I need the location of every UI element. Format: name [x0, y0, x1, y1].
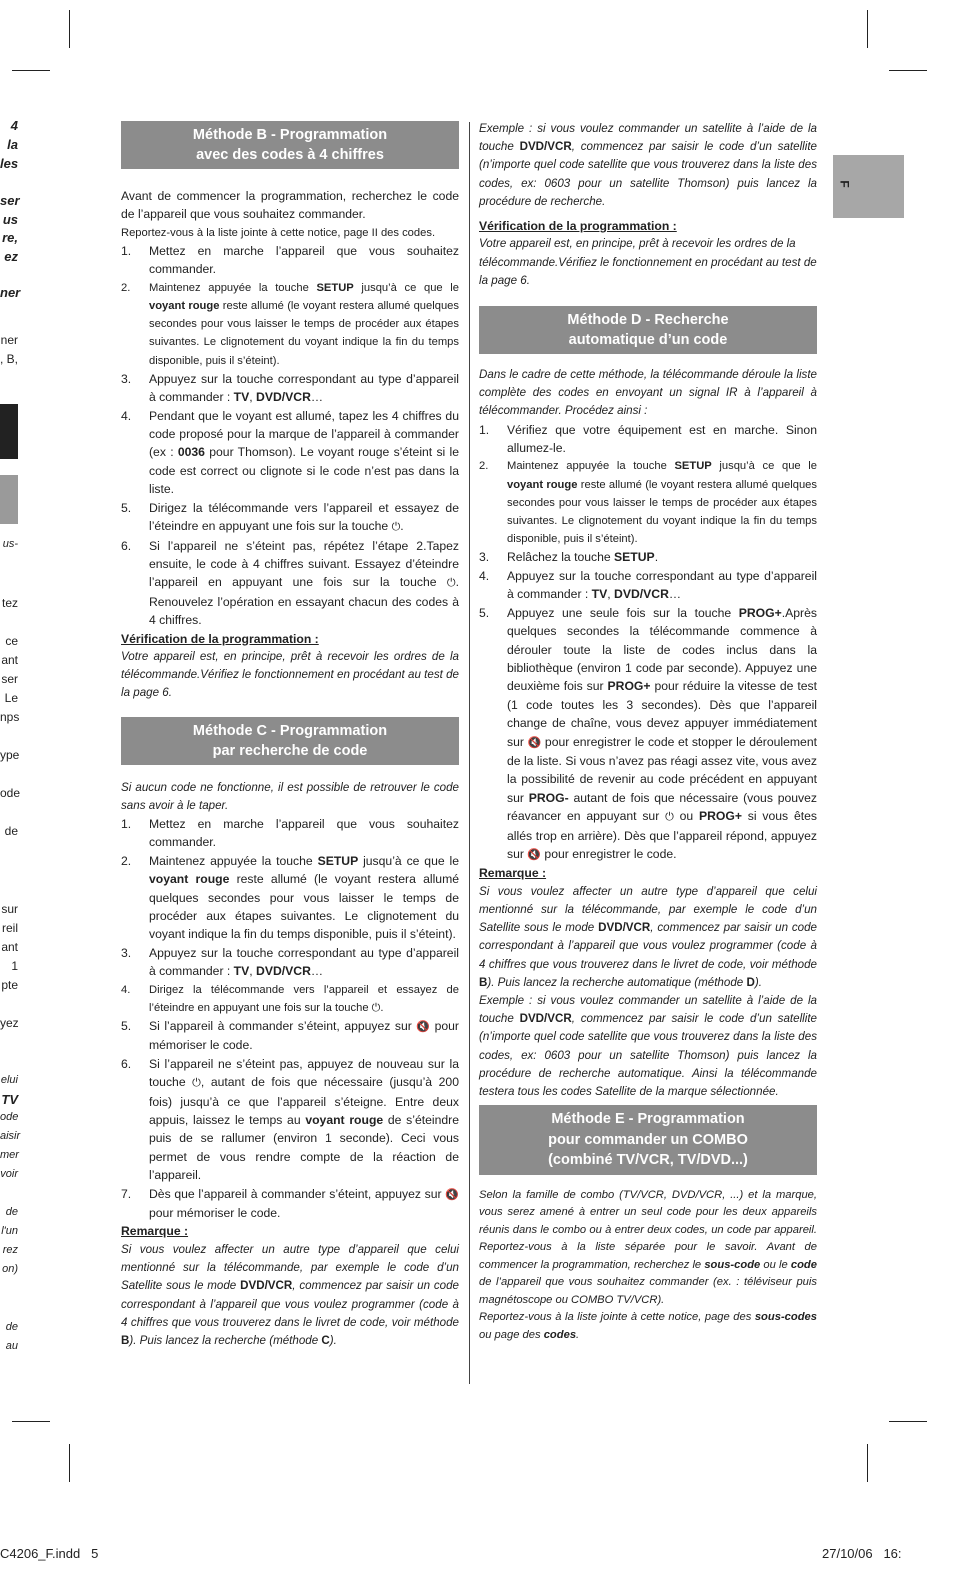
method-d-subtitle: automatique d’un code [568, 332, 728, 349]
left-page-fragment: aisir [0, 1130, 21, 1142]
example-text: Exemple : si vous voulez commander un satellite à l’aide de la touche DVD/VCR, commencez par saisir le code d’un satellite (n’importe quel code satellite que vous trouverez dans la liste des codes, ex: 0603 pour un satellite Thomson) puis lancez la procédure de recherche automatique. Ainsi la télécommande testera tous les codes Satellite de la marque sélectionnée. [479, 994, 817, 1099]
verification-text: Votre appareil est, en principe, prêt à recevoir les ordres de la télécommande.Vérifiez le fonctionnement en procédant au test de la page 6. [121, 649, 459, 700]
method-e-subtitle: pour commander un COMBO [548, 1131, 748, 1148]
left-page-fragment: de [4, 824, 18, 838]
method-b-subtitle: avec des codes à 4 chiffres [196, 147, 384, 163]
list-item: 1. Vérifiez que votre équipement est en marche. Sinon allumez-le. [479, 422, 817, 456]
remark-text: Si vous voulez affecter un autre type d’appareil que celui mentionné sur la télécommande, par exemple le code d’un Satellite sous le mode DVD/VCR, commencez par saisir un code correspondant à l’appareil que vous voulez programmer (code à 4 chiffres que vous trouverez dans le livret de code, voir méthode B). Puis lancez la recherche (méthode C). [121, 1242, 459, 1347]
power-icon: ⏻ [391, 520, 401, 534]
remark-title: Remarque : [479, 866, 547, 881]
crop-mark [889, 70, 927, 71]
crop-mark [889, 1421, 927, 1422]
verification-title: Vérification de la programmation : [121, 631, 319, 646]
method-d-header [479, 306, 817, 354]
column-left [121, 121, 459, 1350]
footer-filename: C4206_F.indd 5 [0, 1546, 99, 1561]
crop-mark [12, 1421, 50, 1422]
power-icon: ⏻ [446, 576, 456, 590]
list-item: 2. Maintenez appuyée la touche SETUP jusqu’à ce que le voyant rouge reste allumé (le voyant restera allumé quelques secondes pour vous laisser le temps de procéder aux étapes suivantes. Le clignotement du voyant indique la fin du temps disponible, puis il s’éteint). [121, 853, 459, 942]
left-page-fragment: les [0, 156, 19, 171]
left-page-fragment: Le [4, 691, 18, 705]
left-page-fragment: on) [2, 1263, 18, 1275]
left-page-fragment: , B, [0, 352, 19, 366]
crop-mark [867, 10, 868, 48]
mute-icon: 🔇 [416, 1020, 431, 1034]
left-page-fragment: pte [1, 978, 18, 992]
left-page-fragment: au [5, 1340, 18, 1352]
left-page-fragment: yez [0, 1016, 19, 1030]
method-b-intro: Avant de commencer la programmation, recherchez le code de l’appareil que vous souhaitez commander. [121, 189, 459, 222]
left-page-fragment: de [5, 1206, 18, 1218]
method-c-steps [121, 815, 459, 1223]
list-item: 6. Si l’appareil ne s’éteint pas, répétez l’étape 2.Tapez ensuite, le code à 4 chiffres suivant. Essayez d’éteindre l’appareil en appuyant une fois sur la touche ⏻. Renouvelez l’opération en essayant chacun des codes à 4 chiffres. [121, 538, 459, 628]
method-c-title: Méthode C - Programmation [192, 722, 388, 739]
method-e-subtitle-2: (combiné TV/VCR, TV/DVD...) [548, 1152, 748, 1169]
list-item: 5. Si l’appareil à commander s’éteint, appuyez sur 🔇 pour mémoriser le code. [121, 1019, 459, 1053]
method-b-intro2: Reportez-vous à la liste jointe à cette notice, page II des codes. [121, 226, 436, 239]
left-page-fragment: voir [0, 1168, 18, 1180]
left-page-fragment: la [7, 137, 18, 152]
method-e-text: Selon la famille de combo (TV/VCR, DVD/VCR, ...) et la marque, vous serez amené à entrer un seul code pour les deux appareils réunis dans le combo ou à entrer deux codes, un code par appareil. Reportez-vous à la liste séparée pour le savoir. Avant de commencer la programmation, recherchez le sous-code ou le code de l’appareil que vous souhaitez commander (ex. : téléviseur puis magnétoscope ou COMBO TV/VCR). [479, 1188, 817, 1306]
left-page-fragment: 1 [11, 959, 18, 973]
list-item: 5. Dirigez la télécommande vers l’appareil et essayez de l’éteindre en appuyant une fois sur la touche ⏻. [121, 499, 459, 537]
crop-mark [69, 10, 70, 48]
left-page-fragment: ner [0, 285, 21, 300]
method-d-title: Méthode D - Recherche [567, 312, 729, 329]
left-page-fragment: nps [0, 710, 20, 724]
left-page-fragment: ser [1, 672, 18, 686]
method-c-header [121, 717, 459, 765]
list-item: 1. Mettez en marche l’appareil que vous souhaitez commander. [121, 244, 459, 277]
method-e-title: Méthode E - Programmation [551, 1111, 745, 1128]
method-d-steps [479, 421, 817, 865]
left-tab-grey [0, 475, 18, 524]
left-page-fragment: tez [1, 596, 18, 610]
list-item: 4. Pendant que le voyant est allumé, tapez les 4 chiffres du code proposé pour la marque de l’appareil à commander (ex : 0036 pour Thomson). Le voyant rouge s’éteint si le code est correct ou clignote si le code n’est pas dans la liste. [121, 408, 460, 497]
list-item: 6. Si l’appareil ne s’éteint pas, appuyez de nouveau sur la touche ⏻, autant de fois que nécessaire (jusqu’à 200 fois) jusqu’à ce que l’appareil s’éteigne. Entre deux appuis, laissez le temps au voyant rouge de s’éteindre puis de se rallumer (environ 1 seconde). Ceci vous permet de vous rendre compte de la réaction de l’appareil. [121, 1056, 459, 1183]
method-b-title: Méthode B - Programmation [192, 127, 388, 143]
left-page-fragment: rez [2, 1244, 18, 1256]
left-page-fragment: us [2, 212, 18, 227]
left-page-fragment: sur [1, 902, 18, 916]
left-page-fragment: ant [1, 653, 18, 667]
left-page-fragment: ez [4, 249, 18, 264]
list-item: 3. Appuyez sur la touche correspondant au type d’appareil à commander : TV, DVD/VCR… [121, 371, 459, 405]
list-item: 5. Appuyez une seule fois sur la touche PROG+.Après quelques secondes la télécommande commence à dérouler toute la liste de codes inclus dans la bibliothèque (environ 1 code par seconde). Appuyez une deuxième fois sur PROG+ pour réduire la vitesse de test (1 code toutes les 3 secondes). Dès que l’appareil change de chaîne, vous devez appuyer immédiatement sur 🔇 pour enregistrer le code et stopper le déroulement de la liste. Si vous n’avez pas réagi assez vite, vous avez la possibilité de revenir au code précédent en appuyant sur PROG- autant de fois que nécessaire (vous pouvez réavancer en appuyant sur ⏻ ou PROG+ si vous êtes allés trop en arrière). Dès que l’appareil répond, appuyez sur 🔇 pour enregistrer le code. [479, 604, 817, 865]
left-page-fragment: elui [0, 1074, 18, 1086]
mute-icon: 🔇 [527, 847, 542, 861]
method-c-subtitle: par recherche de code [212, 742, 368, 759]
left-page-fragment: ype [0, 748, 20, 762]
power-icon: ⏻ [371, 1000, 381, 1014]
list-item: 3. Relâchez la touche SETUP. [479, 550, 659, 565]
mute-icon: 🔇 [445, 1187, 459, 1201]
language-tab-label: F [837, 180, 852, 188]
language-tab [833, 155, 904, 218]
list-item: 1. Mettez en marche l’appareil que vous souhaitez commander. [121, 816, 459, 850]
crop-mark [867, 1444, 868, 1482]
left-page-fragment: reil [1, 921, 18, 935]
list-item: 7. Dès que l’appareil à commander s’éteint, appuyez sur 🔇 pour mémoriser le code. [121, 1186, 459, 1221]
mute-icon: 🔇 [527, 735, 542, 749]
crop-mark [12, 70, 50, 71]
crop-mark [69, 1444, 70, 1482]
list-item: 2. Maintenez appuyée la touche SETUP jusqu’à ce que le voyant rouge reste allumé (le voyant restera allumé quelques secondes pour vous laisser le temps de procéder aux étapes suivantes. Le clignotement du voyant indique la fin du temps disponible, puis il s’éteint). [121, 281, 459, 367]
left-page-fragment: l'un [1, 1225, 18, 1237]
method-b-steps [121, 242, 459, 630]
left-page-fragment: us- [2, 538, 18, 550]
power-icon: ⏻ [665, 810, 674, 824]
list-item: 3. Appuyez sur la touche correspondant au type d’appareil à commander : TV, DVD/VCR… [121, 945, 459, 979]
column-divider [469, 122, 470, 1384]
method-d-intro: Dans le cadre de cette méthode, la télécommande déroule la liste complète des codes en envoyant un signal IR à l’appareil à télécommander. Procédez ainsi : [479, 368, 817, 418]
power-icon: ⏻ [192, 1076, 201, 1090]
footer-date: 27/10/06 16: [822, 1546, 902, 1561]
left-page-fragment: ner [0, 333, 18, 347]
left-tab-dark [0, 404, 18, 459]
list-item: 2. Maintenez appuyée la touche SETUP jusqu’à ce que le voyant rouge reste allumé (le voyant restera allumé quelques secondes pour vous laisser le temps de procéder aux étapes suivantes. Le clignotement du voyant indique la fin du temps disponible, puis il s’éteint). [479, 460, 817, 546]
left-page-fragment: de [5, 1321, 18, 1333]
verification-title: Vérification de la programmation : [479, 219, 677, 234]
method-e-text-2: Reportez-vous à la liste jointe à cette notice, page des sous-codes ou page des codes. [479, 1311, 817, 1341]
left-page-fragment: re, [2, 230, 18, 245]
left-page-fragment: mer [0, 1149, 19, 1161]
method-b-header [121, 121, 459, 169]
left-page-fragment: 4 [10, 118, 18, 133]
verification-text: Votre appareil est, en principe, prêt à recevoir les ordres de la télécommande.Vérifiez le fonctionnement en procédant au test de la page 6. [479, 237, 817, 287]
left-page-fragment: ode [0, 1111, 19, 1123]
left-page-fragment: TV [1, 1092, 18, 1107]
method-e-header [479, 1105, 817, 1175]
left-page-fragment: ce [5, 634, 18, 648]
remark-text: Si vous voulez affecter un autre type d’appareil que celui mentionné sur la télécommande, par exemple le code d’un Satellite sous le mode DVD/VCR, commencez par saisir un code correspondant à l’appareil que vous voulez programmer (code à 4 chiffres que vous trouverez dans le livret de code, voir méthode B). Puis lancez la recherche automatique (méthode D). [479, 884, 817, 989]
example-text: Exemple : si vous voulez commander un satellite à l’aide de la touche DVD/VCR, commencez par saisir le code d’un satellite (n’importe quel code satellite que vous trouverez dans la liste des codes, ex: 0603 pour un satellite Thomson) puis lancez la procédure de recherche. [479, 122, 817, 208]
list-item: 4. Dirigez la télécommande vers l’appareil et essayez de l’éteindre en appuyant une fois sur la touche ⏻. [121, 981, 459, 1017]
method-c-intro: Si aucun code ne fonctionne, il est possible de retrouver le code sans avoir à le taper. [121, 780, 459, 812]
left-page-fragment: ant [1, 940, 18, 954]
left-page-fragment: ser [0, 193, 20, 208]
list-item: 4. Appuyez sur la touche correspondant au type d’appareil à commander : TV, DVD/VCR… [479, 568, 817, 602]
column-right [479, 120, 817, 1344]
remark-title: Remarque : [121, 1224, 189, 1239]
left-page-fragment: ode [0, 786, 21, 800]
